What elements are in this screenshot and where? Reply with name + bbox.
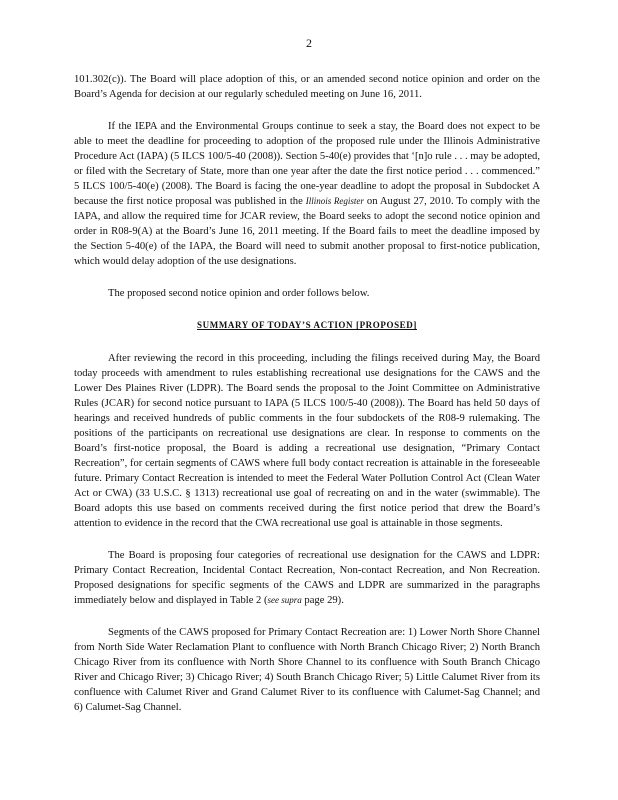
paragraph-categories-part-2: page 29). bbox=[301, 595, 344, 606]
see-supra-italic: see supra bbox=[267, 595, 302, 605]
page-number: 2 bbox=[306, 36, 312, 50]
document-body bbox=[74, 72, 540, 732]
paragraph-deadline-part-2: on August 27, 2010. To comply with the IAPA, and allow the required time for JCAR review, the Board seeks to adopt the second notice opinion and order in R08-9(A) at the Board’s June 16, 2011 meeting. If the Board fails to meet the deadline imposed by the Section 5-40(e) of the IAPA, the Board will need to submit another proposal to first-notice publication, which would delay adoption of the use designations. bbox=[74, 196, 540, 267]
paragraph-categories bbox=[74, 548, 540, 608]
paragraph-agenda: 101.302(c)). The Board will place adoption of this, or an amended second notice opinion and order on the Board’s Agenda for decision at our regularly scheduled meeting on June 16, 2011. bbox=[74, 74, 540, 100]
paragraph-summary: After reviewing the record in this proceeding, including the filings received during May, the Board today proceeds with amendment to rules establishing recreational use designations for the CAWS and the Lower Des Plaines River (LDPR). The Board sends the proposal to the Joint Committee on Administrative Rules (JCAR) for second notice pursuant to IAPA (5 ILCS 100/5-40 (2008)). The Board has held 50 days of hearings and received hundreds of public comments in the four subdockets of the R08-9 rulemaking. The positions of the participants on recreational use designations are clear. In response to comments on the Board’s first-notice proposal, the Board is adding a recreational use designation, “Primary Contact Recreation”, for certain segments of CAWS where full body contact recreation is attainable in the foreseeable future. Primary Contact Recreation is intended to meet the Federal Water Pollution Control Act (Clean Water Act or CWA) (33 U.S.C. § 1313) recreational use goal of recreating on and in the water (swimmable). The Board adopts this use based on comments received during the first notice period that drew the Board’s attention to evidence in the record that the CWA recreational use goal is attainable in those segments. bbox=[74, 353, 540, 529]
paragraph-deadline-part-1: If the IEPA and the Environmental Groups continue to seek a stay, the Board does not expect to be able to meet the deadline for proceeding to adoption of the proposed rule under the Illinois Administrative Procedure Act (IAPA) (5 ILCS 100/5-40 (2008)). Section 5-40(e) provides that ‘[n]o rule . . . may be adopted, or filed with the Secretary of State, more than one year after the date the first notice period . . . commenced.” 5 ILCS 100/5-40(e) (2008). The Board is facing the one-year deadline to adopt the proposal in Subdocket A because the first notice proposal was published in the bbox=[74, 121, 540, 207]
paragraph-follows: The proposed second notice opinion and order follows below. bbox=[108, 288, 370, 299]
section-heading: SUMMARY OF TODAY’S ACTION [PROPOSED] bbox=[197, 320, 417, 330]
paragraph-deadline bbox=[74, 119, 540, 269]
paragraph-categories-part-1: The Board is proposing four categories of recreational use designation for the CAWS and LDPR: Primary Contact Recreation, Incidental Contact Recreation, Non-contact Recreation, and Non Recreation. Proposed designations for specific segments of the CAWS and LDPR are summarized in the paragraphs immediately below and displayed in Table 2 ( bbox=[74, 550, 540, 606]
illinois-register-italic: Illinois Register bbox=[305, 196, 364, 206]
paragraph-segments: Segments of the CAWS proposed for Primary Contact Recreation are: 1) Lower North Shore Channel from North Side Water Reclamation Plant to confluence with North Branch Chicago River; 2) North Branch Chicago River from its confluence with North Shore Channel to its confluence with South Branch Chicago River and Chicago River; 3) Chicago River; 4) South Branch Chicago River; 5) Little Calumet River from its confluence with Calumet River and Grand Calumet River to its confluence with Calumet-Sag Channel; and 6) Calumet-Sag Channel. bbox=[74, 627, 540, 713]
